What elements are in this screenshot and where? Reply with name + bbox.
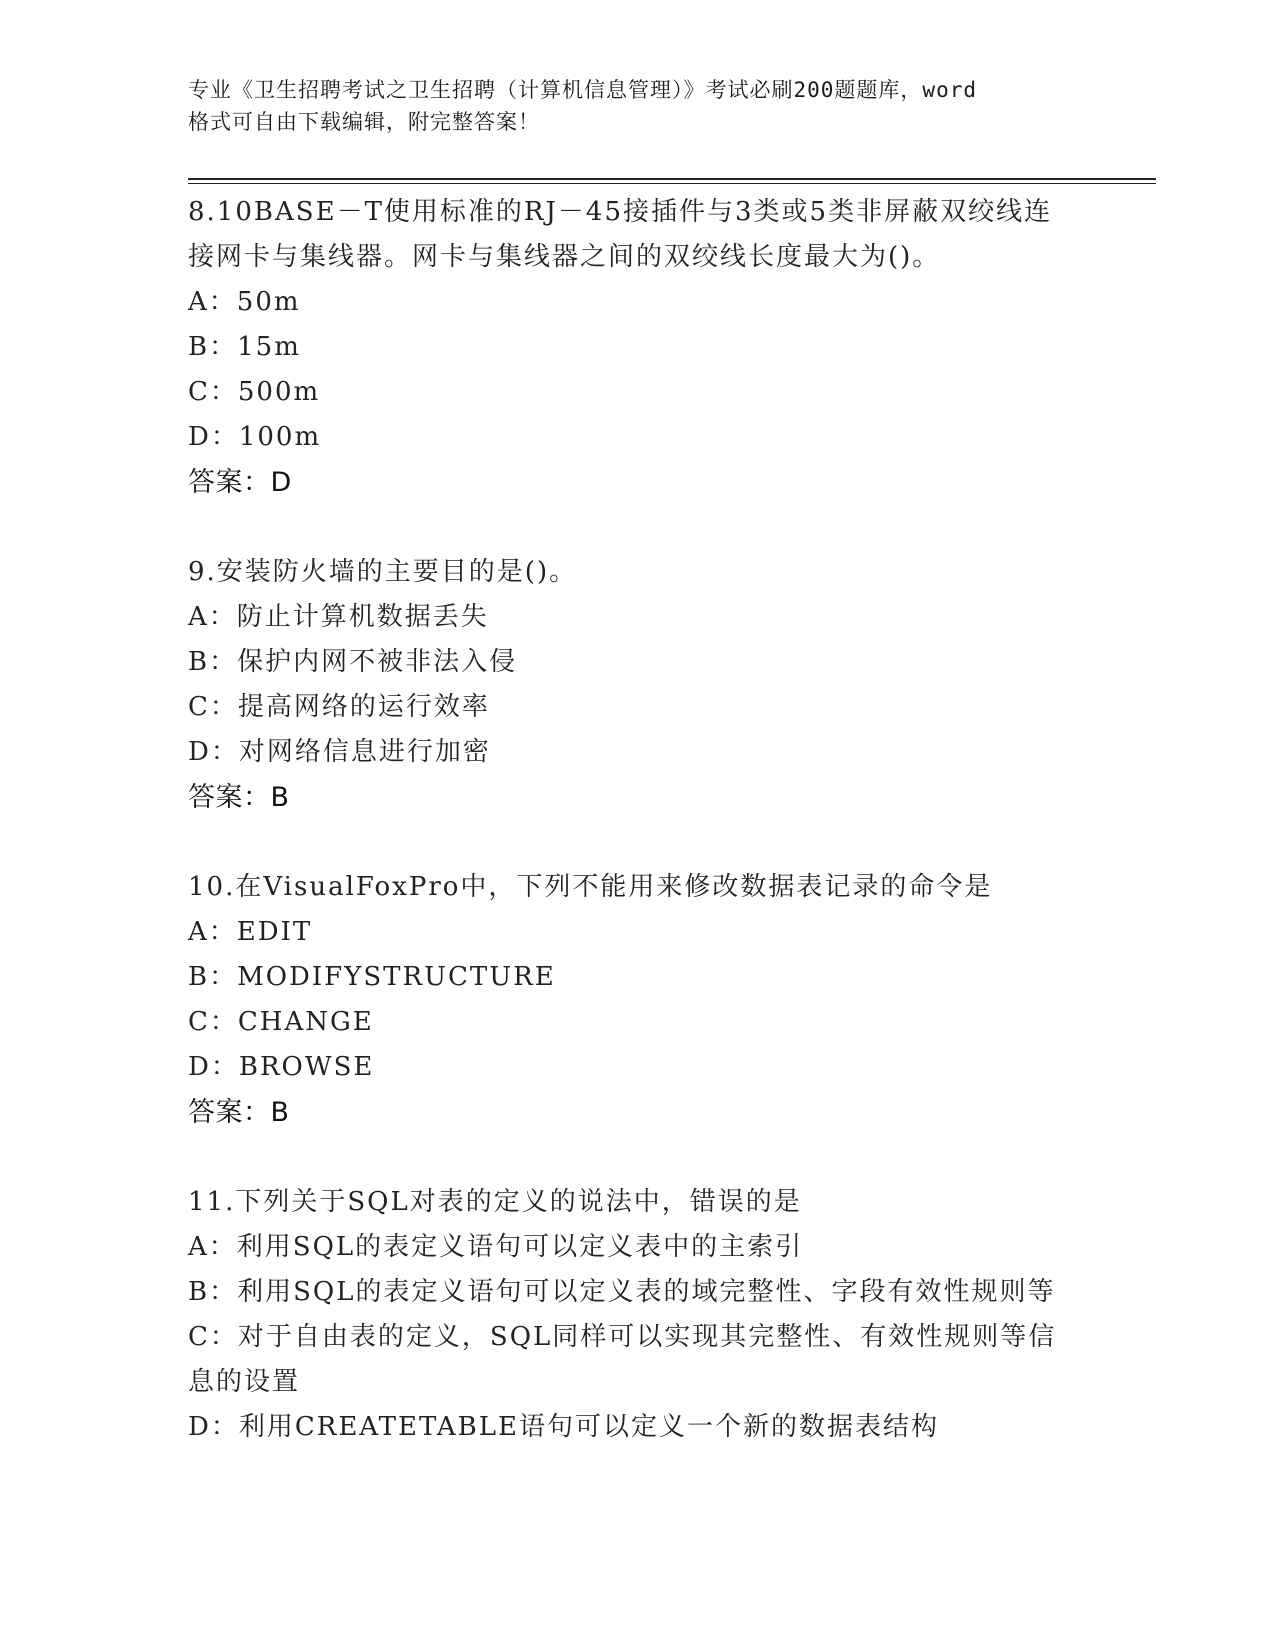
option-a: A：防止计算机数据丢失 [188, 602, 489, 632]
question-9 [188, 550, 1088, 820]
option-b: B：15m [188, 332, 301, 362]
header-line-1: 专业《卫生招聘考试之卫生招聘（计算机信息管理）》考试必刷200题题库，word [188, 78, 977, 102]
question-stem-continued: 接网卡与集线器。网卡与集线器之间的双绞线长度最大为()。 [188, 242, 941, 272]
option-d: D：BROWSE [188, 1052, 375, 1082]
option-b: B：保护内网不被非法入侵 [188, 647, 518, 677]
option-b: B：MODIFYSTRUCTURE [188, 962, 556, 992]
option-c: C：提高网络的运行效率 [188, 692, 490, 722]
option-d: D：100m [188, 422, 322, 452]
question-stem: 8.10BASE－T使用标准的RJ－45接插件与3类或5类非屏蔽双绞线连 [188, 197, 1053, 227]
header-line-2: 格式可自由下载编辑，附完整答案！ [188, 110, 540, 134]
document-header [188, 74, 1088, 138]
option-a: A：利用SQL的表定义语句可以定义表中的主索引 [188, 1232, 804, 1262]
option-c: C：CHANGE [188, 1007, 374, 1037]
option-a: A：EDIT [188, 917, 313, 947]
option-d: D：对网络信息进行加密 [188, 737, 491, 767]
option-d: D：利用CREATETABLE语句可以定义一个新的数据表结构 [188, 1412, 940, 1442]
answer-line: 答案：B [188, 782, 290, 813]
option-a: A：50m [188, 287, 301, 317]
question-10 [188, 865, 1088, 1135]
question-11 [188, 1180, 1088, 1450]
question-stem: 10.在VisualFoxPro中，下列不能用来修改数据表记录的命令是 [188, 872, 993, 902]
question-list [188, 190, 1088, 1450]
header-divider-thin [188, 183, 1156, 184]
header-divider-thick [188, 178, 1156, 180]
question-stem: 11.下列关于SQL对表的定义的说法中，错误的是 [188, 1187, 802, 1217]
option-c: C：500m [188, 377, 321, 407]
option-c: C：对于自由表的定义，SQL同样可以实现其完整性、有效性规则等信 [188, 1322, 1057, 1352]
option-b: B：利用SQL的表定义语句可以定义表的域完整性、字段有效性规则等 [188, 1277, 1056, 1307]
answer-line: 答案：B [188, 1097, 290, 1128]
question-8 [188, 190, 1088, 505]
question-stem: 9.安装防火墙的主要目的是()。 [188, 557, 578, 587]
option-c-continued: 息的设置 [188, 1367, 301, 1397]
answer-line: 答案：D [188, 467, 292, 498]
